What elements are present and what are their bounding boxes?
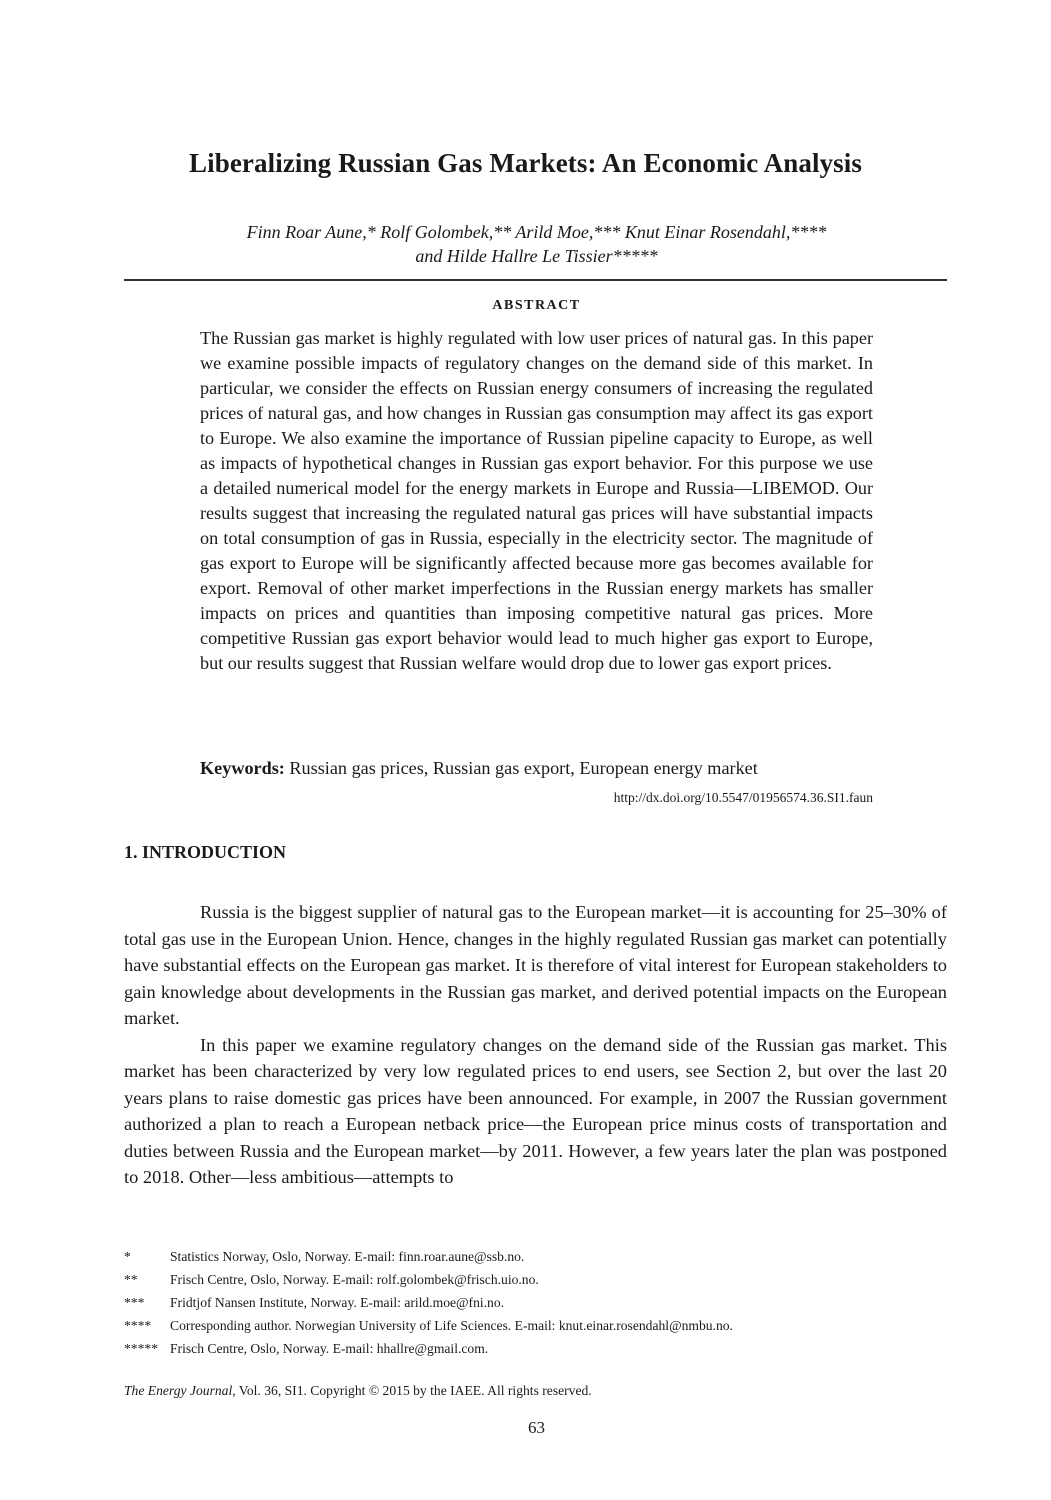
- section-heading-introduction: 1. INTRODUCTION: [124, 842, 287, 862]
- paper-title: Liberalizing Russian Gas Markets: An Economic Analysis: [189, 148, 862, 178]
- footnote-mark: *: [124, 1249, 131, 1264]
- footnotes: [124, 1245, 947, 1360]
- header-divider: [124, 279, 947, 281]
- footnote-text: Fridtjof Nansen Institute, Norway. E-mail: arild.moe@fni.no.: [170, 1295, 505, 1310]
- footnote: [124, 1245, 947, 1268]
- footnote: [124, 1268, 947, 1291]
- body-paragraph-2: In this paper we examine regulatory changes on the demand side of the Russian gas market. This market has been characterized by very low regulated prices to end users, see Section 2, but over the last 20 years plans to raise domestic gas prices have been announced. For example, in 2007 the Russian government authorized a plan to reach a European netback price—the European price minus costs of transportation and duties between Russia and the European market—by 2011. However, a few years later the plan was postponed to 2018. Other—less ambitious—attempts to: [124, 1034, 947, 1187]
- doi-link[interactable]: http://dx.doi.org/10.5547/01956574.36.SI1.faun: [613, 790, 873, 805]
- abstract-text: The Russian gas market is highly regulated with low user prices of natural gas. In this paper we examine possible impacts of regulatory changes on the demand side of this market. In particular, we consider the effects on Russian energy consumers of increasing the regulated prices of natural gas, and how changes in Russian gas consumption may affect its gas export to Europe. We also examine the importance of Russian pipeline capacity to Europe, as well as impacts of hypothetical changes in Russian gas export behavior. For this purpose we use a detailed numerical model for the energy markets in Europe and Russia—LIBEMOD. Our results suggest that increasing the regulated natural gas prices will have substantial impacts on total consumption of gas in Russia, especially in the electricity sector. The magnitude of gas export to Europe will be significantly affected because more gas becomes available for export. Removal of other market imperfections in the Russian energy markets has smaller impacts on prices and quantities than imposing competitive natural gas prices. More competitive Russian gas export behavior would lead to much higher gas export to Europe, but our results suggest that Russian welfare would drop due to lower gas export prices.: [200, 328, 873, 673]
- journal-name: The Energy Journal: [124, 1383, 233, 1398]
- footnote-text: Statistics Norway, Oslo, Norway. E-mail: finn.roar.aune@ssb.no.: [170, 1249, 525, 1264]
- journal-details: , Vol. 36, SI1. Copyright © 2015 by the IAEE. All rights reserved.: [232, 1383, 592, 1398]
- author-list: [0, 220, 1051, 268]
- footnote: [124, 1337, 947, 1360]
- footnote-text: Frisch Centre, Oslo, Norway. E-mail: hhallre@gmail.com.: [170, 1341, 489, 1356]
- introduction-body: [124, 899, 947, 1191]
- footnote-mark: ***: [124, 1295, 145, 1310]
- keywords-label: Keywords:: [200, 758, 285, 778]
- body-paragraph-1: Russia is the biggest supplier of natural gas to the European market—it is accounting for 25–30% of total gas use in the European Union. Hence, changes in the highly regulated Russian gas market can potentially have substantial effects on the European gas market. It is therefore of vital interest for European stakeholders to gain knowledge about developments in the Russian gas market, and derived potential impacts on the European market.: [124, 902, 947, 1028]
- footnote-text: Frisch Centre, Oslo, Norway. E-mail: rolf.golombek@frisch.uio.no.: [170, 1272, 539, 1287]
- footnote-mark: *****: [124, 1341, 158, 1356]
- keywords: [200, 756, 873, 781]
- journal-citation: [124, 1383, 592, 1399]
- keywords-list: Russian gas prices, Russian gas export, European energy market: [289, 758, 758, 778]
- author-line-2: and Hilde Hallre Le Tissier*****: [415, 246, 658, 266]
- footnote-mark: ****: [124, 1318, 152, 1333]
- footnote-text: Corresponding author. Norwegian University of Life Sciences. E-mail: knut.einar.rosendahl@nmbu.no.: [170, 1318, 733, 1333]
- footnote: [124, 1314, 947, 1337]
- footnote: [124, 1291, 947, 1314]
- page-number: 63: [528, 1418, 545, 1437]
- footnote-mark: **: [124, 1272, 138, 1287]
- abstract-heading: ABSTRACT: [492, 298, 581, 313]
- author-line-1: Finn Roar Aune,* Rolf Golombek,** Arild Moe,*** Knut Einar Rosendahl,****: [246, 222, 827, 242]
